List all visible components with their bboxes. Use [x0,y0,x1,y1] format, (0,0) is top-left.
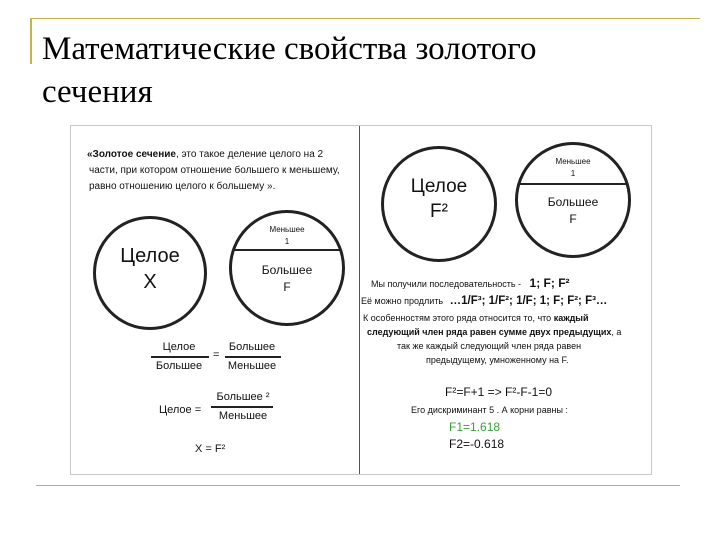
feature-line2 [367,327,621,339]
whole-var-left: X [143,271,157,293]
left-accent-line [30,18,32,64]
smaller-value-left: 1 [284,237,290,246]
root-negative: F2=-0.618 [449,437,505,451]
larger-value-left: F [283,280,291,294]
feature-line1-bold: каждый [553,313,589,323]
ratio-left-denominator: Большее [155,360,203,372]
feature-line4 [426,355,569,367]
root-positive: F1=1.618 [449,420,501,434]
extend-line [361,294,607,309]
definition-text-1: , это такое деление целого на 2 [175,149,324,160]
quadratic-equation: F²=F+1 => F²-F-1=0 [445,385,553,399]
slide-title-line1: Математические свойства золотого [42,31,537,67]
ratio-right-fraction-bar [225,356,281,358]
ratio-equals: = [213,349,220,361]
discriminant-line: Его дискриминант 5 . А корни равны : [411,405,568,415]
slide-title [42,28,682,114]
feature-line4-pre: предыдущему [426,355,485,365]
larger-label-left: Большее [261,263,313,277]
feature-line1-pre: К особенностям этого ряда относится то [363,313,533,323]
definition-line2: части, при котором отношение большего к меньшему, [89,165,340,176]
feature-line1 [363,313,589,325]
extend-intro: Её можно продлить [361,296,444,306]
extend-values: …1/F³; 1/F²; 1/F; 1; F; F²; F³… [449,295,608,307]
smaller-label-right: Меньшее [555,157,591,166]
whole-label-left: Целое [120,245,180,267]
whole-equation-numerator: Большее ² [216,391,270,403]
panel-divider [359,126,360,474]
golden-ratio-figure [70,125,652,475]
whole-equation-fraction-bar [211,406,273,408]
whole-circle-left [93,216,207,330]
parts-circle-right [515,142,631,258]
larger-value-right: F [569,212,577,226]
definition-line3: равно отношению целого к большему ». [89,181,276,192]
sequence-intro: Мы получили последовательность - [371,279,522,289]
top-accent-line [30,18,700,19]
ratio-left-fraction-bar [151,356,209,358]
definition-term: «Золотое сечение [87,149,176,160]
definition-line1 [87,148,323,161]
feature-line1-mid: , что [532,313,552,323]
feature-line2-bold: следующий член ряда равен сумме двух предыдущих [367,327,612,337]
x-equals-f-squared: X = F² [195,443,226,455]
whole-label-right: Целое [410,176,468,197]
smaller-value-right: 1 [570,169,576,178]
parts-circle-left [229,210,345,326]
bottom-accent-line [36,485,680,486]
feature-line2-tail: , а [611,327,622,337]
whole-circle-right [381,146,497,262]
ratio-right-denominator: Меньшее [227,360,277,372]
ratio-left-numerator: Целое [162,341,196,353]
sequence-line [371,276,570,292]
whole-equation-left: Целое = [159,404,202,416]
parts-chord-left [234,249,340,251]
feature-line4-post: , умноженному на F. [484,355,569,365]
sequence-values: 1; F; F² [529,276,570,290]
whole-equation-denominator: Меньшее [218,410,268,422]
whole-var-right: F² [430,201,448,222]
slide-title-line2: сечения [42,73,153,110]
parts-chord-right [520,183,626,185]
larger-label-right: Большее [547,195,599,209]
ratio-right-numerator: Большее [228,341,276,353]
feature-line3: так же каждый следующий член ряда равен [397,341,582,351]
smaller-label-left: Меньшее [269,225,305,234]
